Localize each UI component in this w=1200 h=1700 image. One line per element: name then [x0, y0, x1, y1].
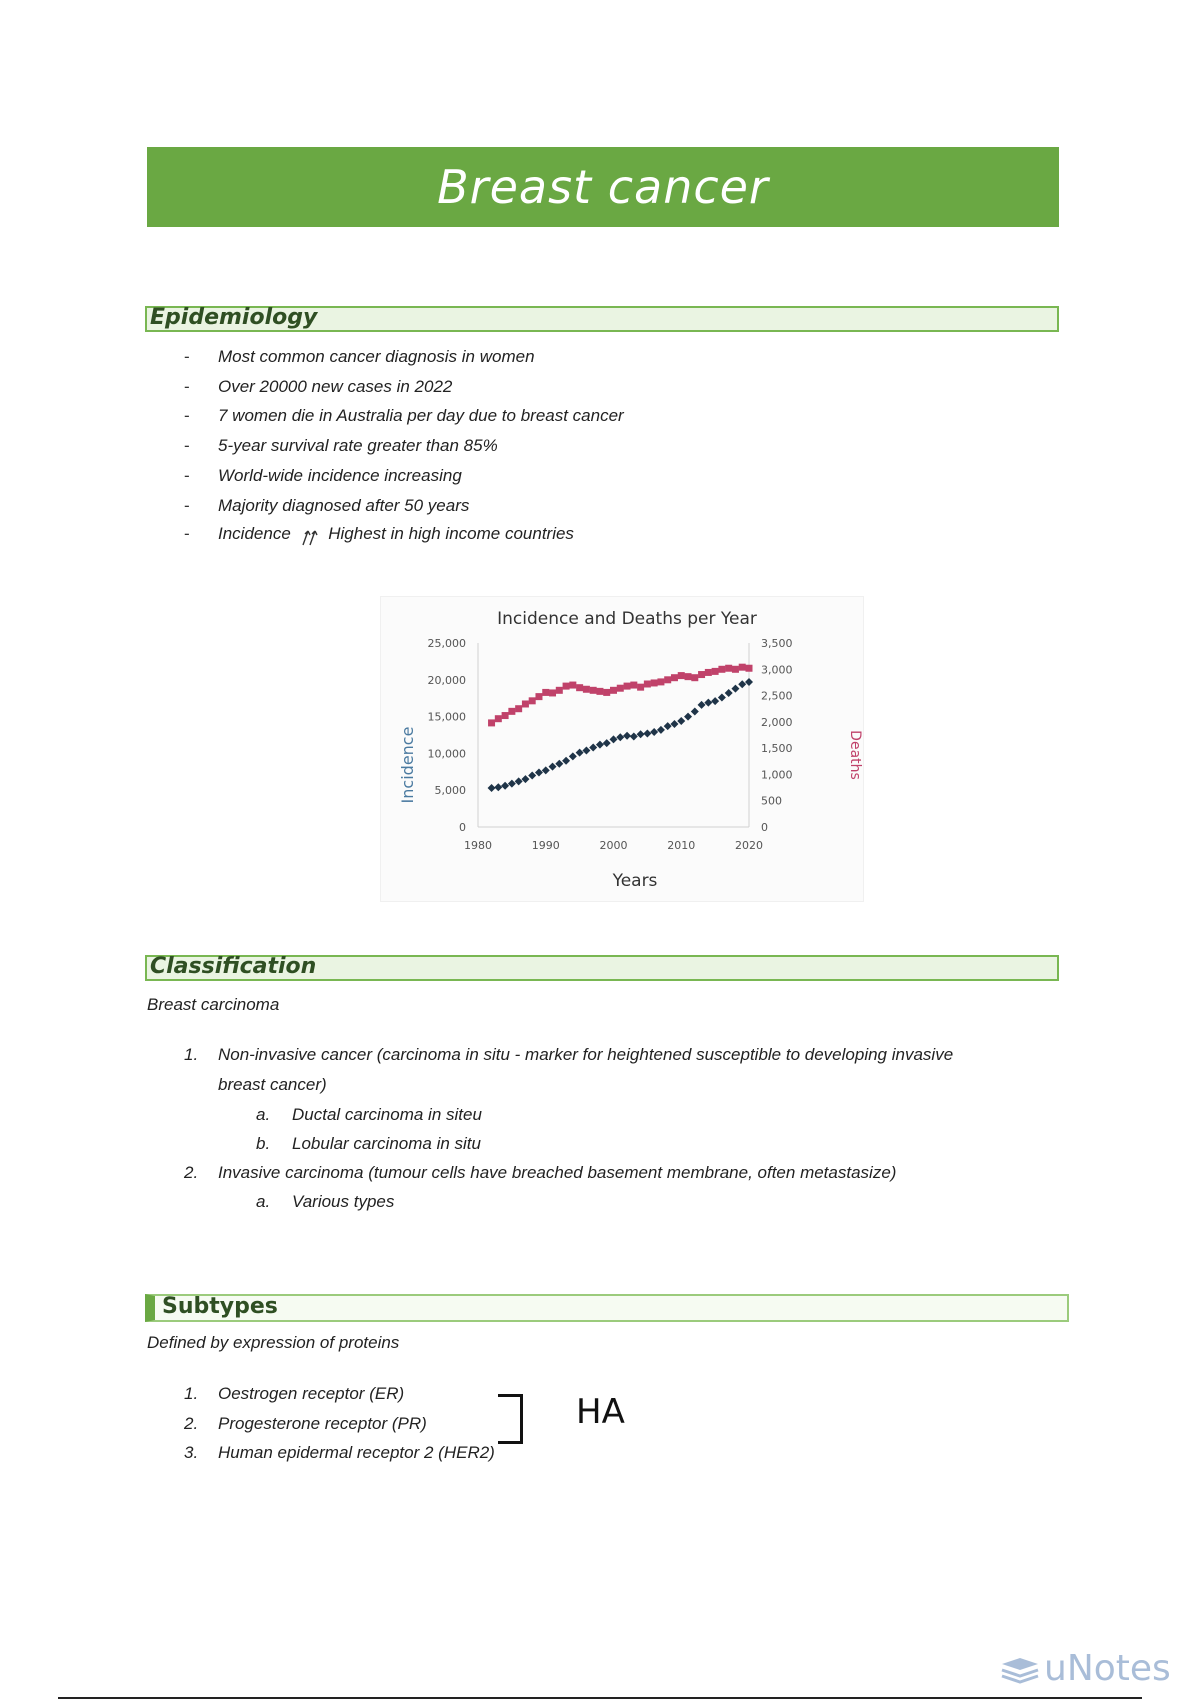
deaths-point — [508, 708, 515, 715]
list-item: Human epidermal receptor 2 (HER2) — [218, 1443, 495, 1462]
incidence-point — [542, 766, 550, 774]
deaths-point — [712, 668, 719, 675]
list-item: 5-year survival rate greater than 85% — [218, 436, 498, 455]
bullet-dash: - — [184, 436, 190, 455]
deaths-point — [529, 697, 536, 704]
deaths-point — [563, 683, 570, 690]
chart-y-tick-label: 10,000 — [427, 747, 466, 761]
deaths-point — [535, 693, 542, 700]
chart-title: Incidence and Deaths per Year — [497, 609, 757, 629]
incidence-point — [664, 722, 672, 730]
deaths-point — [617, 685, 624, 692]
incidence-point — [637, 730, 645, 738]
chart-y-tick-label: 25,000 — [427, 637, 466, 650]
incidence-point — [738, 680, 746, 688]
epidemiology-heading — [145, 306, 1059, 332]
deaths-point — [746, 665, 753, 672]
deaths-point — [542, 689, 549, 696]
list-number: 1. — [184, 1045, 199, 1064]
deaths-point — [671, 674, 678, 681]
sub-list-letter: a. — [256, 1105, 271, 1124]
logo-text: uNotes — [1044, 1648, 1171, 1689]
chart-y2-tick-label: 500 — [761, 794, 782, 808]
list-item: Progesterone receptor (PR) — [218, 1414, 427, 1433]
chart-y2-tick-label: 0 — [761, 821, 768, 834]
incidence-point — [725, 689, 733, 697]
incidence-point — [731, 685, 739, 693]
chart-x-tick-label: 2010 — [667, 839, 696, 852]
deaths-point — [657, 678, 664, 685]
list-item: 7 women die in Australia per day due to breast cancer — [218, 406, 624, 425]
chart-y-axis-label: Incidence — [398, 726, 417, 804]
deaths-point — [610, 687, 617, 694]
incidence-point — [488, 784, 496, 792]
deaths-point — [678, 672, 685, 679]
bullet-dash: - — [184, 524, 190, 543]
deaths-point — [576, 684, 583, 691]
deaths-point — [691, 674, 698, 681]
chart-x-tick-label: 2000 — [599, 839, 628, 852]
incidence-point — [555, 760, 563, 768]
chart-y2-tick-label: 2,500 — [761, 689, 793, 703]
subtypes-heading — [145, 1294, 1069, 1322]
subtypes-intro: Defined by expression of proteins — [147, 1333, 400, 1352]
unotes-logo — [1000, 1648, 1171, 1689]
handwritten-annotation: HA — [576, 1392, 625, 1432]
list-item: Invasive carcinoma (tumour cells have breached basement membrane, often metastasize) — [218, 1163, 897, 1182]
chart-marks — [488, 664, 753, 792]
chart-y2-tick-label: 1,500 — [761, 742, 793, 756]
classification-heading-text: Classification — [150, 954, 317, 979]
incidence-deaths-chart — [380, 596, 864, 902]
chart-x-tick-label: 2020 — [735, 839, 763, 852]
chart-y2-tick-label: 1,000 — [761, 768, 793, 782]
chart-y2-tick-label: 3,500 — [761, 637, 793, 650]
deaths-point — [725, 665, 732, 672]
deaths-point — [603, 689, 610, 696]
incidence-prefix: Incidence — [218, 524, 291, 543]
incidence-point — [515, 777, 523, 785]
subtypes-heading-text: Subtypes — [162, 1294, 278, 1319]
incidence-point — [603, 739, 611, 747]
deaths-point — [488, 719, 495, 726]
page-title: Breast cancer — [437, 160, 769, 214]
deaths-point — [549, 689, 556, 696]
incidence-point — [691, 707, 699, 715]
deaths-point — [698, 671, 705, 678]
incidence-point — [576, 749, 584, 757]
sub-list-item: Lobular carcinoma in situ — [292, 1134, 481, 1153]
chart-x-tick-label: 1980 — [464, 839, 492, 852]
deaths-point — [596, 688, 603, 695]
deaths-point — [644, 681, 651, 688]
chart-y2-tick-label: 2,000 — [761, 715, 793, 729]
incidence-point — [616, 733, 624, 741]
incidence-point — [623, 732, 631, 740]
classification-heading — [145, 955, 1059, 981]
sub-list-letter: b. — [256, 1134, 271, 1153]
bullet-dash: - — [184, 406, 190, 425]
list-number: 2. — [184, 1414, 199, 1433]
deaths-point — [685, 673, 692, 680]
chart-y2-axis-label: Deaths — [847, 730, 863, 780]
list-item: Over 20000 new cases in 2022 — [218, 377, 453, 396]
deaths-point — [732, 666, 739, 673]
chart-y2-tick-label: 3,000 — [761, 663, 793, 677]
incidence-point — [643, 730, 651, 738]
deaths-point — [556, 687, 563, 694]
chart-y-tick-label: 5,000 — [434, 784, 466, 798]
double-up-arrow-icon — [299, 525, 321, 547]
list-number: 2. — [184, 1163, 199, 1182]
title-banner — [147, 147, 1059, 227]
incidence-point — [657, 726, 665, 734]
chart-x-tick-label: 1990 — [531, 839, 560, 852]
list-item: World-wide incidence increasing — [218, 466, 462, 485]
incidence-point — [718, 693, 726, 701]
book-stack-icon — [1000, 1654, 1040, 1684]
list-number: 1. — [184, 1384, 199, 1403]
incidence-point — [596, 741, 604, 749]
incidence-point — [677, 717, 685, 725]
bullet-dash: - — [184, 496, 190, 515]
sub-list-item: Ductal carcinoma in siteu — [292, 1105, 482, 1124]
list-item-continuation: breast cancer) — [218, 1075, 327, 1094]
bullet-dash: - — [184, 347, 190, 366]
deaths-point — [630, 682, 637, 689]
classification-intro: Breast carcinoma — [147, 995, 280, 1014]
incidence-point — [704, 699, 712, 707]
deaths-point — [583, 686, 590, 693]
sub-list-letter: a. — [256, 1192, 271, 1211]
deaths-point — [502, 712, 509, 719]
deaths-point — [515, 705, 522, 712]
deaths-point — [651, 679, 658, 686]
list-item: Majority diagnosed after 50 years — [218, 496, 470, 515]
incidence-point — [630, 732, 638, 740]
incidence-point — [569, 752, 577, 760]
incidence-point — [650, 728, 658, 736]
deaths-point — [637, 684, 644, 691]
incidence-point — [582, 746, 590, 754]
epidemiology-heading-text: Epidemiology — [150, 305, 318, 330]
incidence-point — [610, 735, 618, 743]
incidence-point — [711, 697, 719, 705]
deaths-point — [522, 700, 529, 707]
chart-y-tick-label: 0 — [459, 821, 466, 834]
bullet-dash: - — [184, 377, 190, 396]
incidence-point — [549, 763, 557, 771]
incidence-point — [562, 757, 570, 765]
deaths-point — [739, 664, 746, 671]
deaths-point — [664, 676, 671, 683]
incidence-point — [528, 771, 536, 779]
incidence-point — [501, 782, 509, 790]
incidence-point — [494, 783, 502, 791]
incidence-point — [670, 720, 678, 728]
incidence-point — [589, 744, 597, 752]
incidence-point — [745, 678, 753, 686]
incidence-point — [684, 713, 692, 721]
incidence-point — [508, 780, 516, 788]
chart-x-axis-label: Years — [612, 871, 658, 891]
list-item: Most common cancer diagnosis in women — [218, 347, 535, 366]
incidence-point — [698, 701, 706, 709]
list-number: 3. — [184, 1443, 199, 1462]
list-item — [218, 524, 574, 547]
list-item: Oestrogen receptor (ER) — [218, 1384, 405, 1403]
incidence-suffix: Highest in high income countries — [328, 524, 574, 543]
sub-list-item: Various types — [292, 1192, 395, 1211]
handwritten-bracket — [498, 1394, 523, 1444]
chart-y-tick-label: 20,000 — [427, 673, 466, 687]
deaths-point — [705, 669, 712, 676]
chart-svg — [381, 597, 863, 901]
bullet-dash: - — [184, 466, 190, 485]
chart-y-tick-label: 15,000 — [427, 710, 466, 724]
deaths-point — [624, 683, 631, 690]
footer-rule — [58, 1697, 1142, 1699]
incidence-point — [535, 769, 543, 777]
list-item: Non-invasive cancer (carcinoma in situ - marker for heightened susceptible to developing invasive — [218, 1045, 954, 1064]
deaths-point — [569, 682, 576, 689]
deaths-point — [718, 666, 725, 673]
deaths-point — [495, 715, 502, 722]
incidence-point — [521, 775, 529, 783]
deaths-point — [590, 687, 597, 694]
